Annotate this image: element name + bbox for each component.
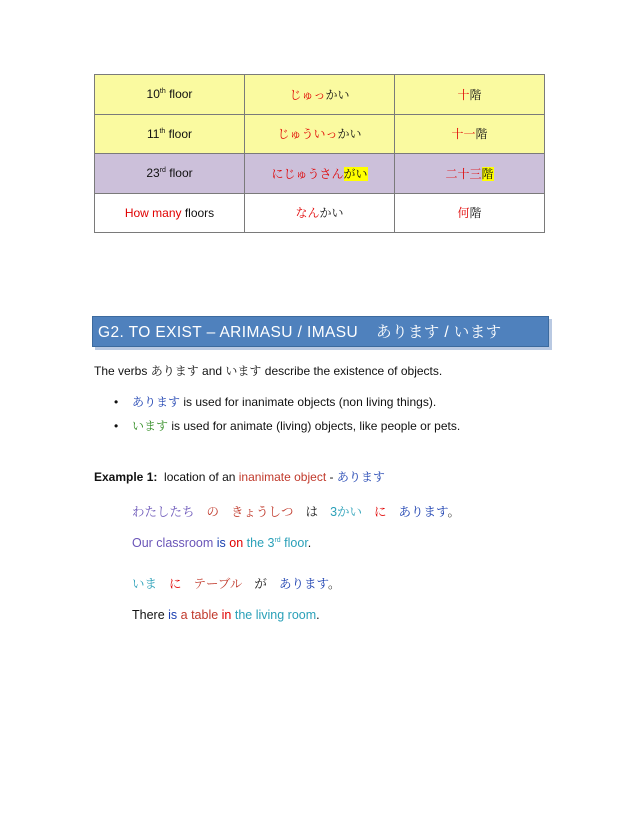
word-on: on: [229, 536, 244, 550]
kanji-cell: [395, 114, 545, 154]
kanji-cell: [395, 193, 545, 233]
kana-cell: [245, 75, 395, 115]
word-kyoushitsu: きょうしつ: [231, 505, 294, 519]
period: .: [316, 608, 320, 622]
kana-counter: がい: [343, 166, 368, 181]
kanji-cell: [395, 75, 545, 115]
japanese-sentence-1: [132, 502, 460, 520]
heading-title-jp: あります / います: [376, 324, 502, 341]
word-is: is: [164, 608, 181, 622]
phrase-the-living-room: the living room: [234, 608, 317, 622]
period: .: [307, 536, 312, 550]
floor-number: 11: [147, 126, 160, 141]
particle-ni: に: [374, 505, 387, 519]
english-cell: [95, 193, 245, 233]
word-teeburu: テーブル: [193, 577, 243, 591]
word-there: There: [132, 608, 165, 622]
example-dash: -: [326, 470, 337, 484]
english-translation-1: [132, 536, 311, 550]
kanji-number: 十: [457, 87, 470, 102]
particle-wa: は: [305, 505, 319, 519]
intro-paragraph: [94, 362, 442, 379]
english-translation-2: [132, 608, 320, 622]
verb-arimasu: あります: [278, 577, 328, 591]
usage-list: [100, 392, 460, 440]
word-in: in: [218, 608, 235, 622]
phrase-the-3: the 3: [243, 536, 275, 550]
table-row: [95, 193, 545, 233]
list-item: [100, 392, 460, 416]
floor-word: floor: [165, 87, 193, 102]
table-row: [95, 75, 545, 115]
floor-number: 23: [146, 166, 160, 181]
kanji-counter: 階: [469, 87, 482, 102]
kana-counter: かい: [319, 206, 344, 221]
floor-number: 10: [146, 87, 160, 102]
example-verb: あります: [336, 470, 385, 484]
kana-question: なん: [295, 206, 320, 221]
table-row: [95, 114, 545, 154]
word-floor: floor: [280, 536, 308, 550]
english-cell: [95, 75, 245, 115]
verb-arimasu: あります: [132, 395, 181, 409]
usage-text: is used for inanimate objects (non living things).: [180, 395, 437, 409]
bullet-icon: •: [114, 419, 119, 433]
heading-title: G2. TO EXIST – ARIMASU / IMASU: [98, 324, 359, 341]
intro-text: and: [198, 364, 226, 378]
floor-word: floor: [165, 166, 193, 181]
kana-counter: かい: [325, 87, 350, 102]
word-is: is: [213, 536, 230, 550]
kana-number: じゅっ: [289, 87, 326, 102]
english-cell: [95, 114, 245, 154]
particle-ga: が: [254, 577, 267, 591]
phrase-our-classroom: Our classroom: [132, 536, 214, 550]
section-heading: [92, 316, 549, 347]
bullet-icon: •: [114, 395, 119, 409]
word-3kai: 3かい: [330, 505, 363, 519]
verb-imasu: います: [132, 419, 169, 433]
example-object-type: inanimate object: [238, 470, 327, 484]
ordinal-suffix: rd: [159, 167, 166, 175]
kanji-counter: 階: [481, 166, 494, 181]
kanji-question: 何: [457, 206, 470, 221]
list-item: [100, 416, 460, 440]
ordinal-suffix: th: [159, 127, 166, 135]
intro-verb-imasu: います: [225, 364, 262, 378]
kana-counter: かい: [337, 127, 362, 142]
example-number: Example 1:: [94, 470, 158, 484]
intro-text: describe the existence of objects.: [261, 364, 443, 378]
floor-word: floors: [181, 205, 215, 220]
period: 。: [327, 577, 341, 591]
period: 。: [447, 505, 461, 519]
kanji-number: 十一: [451, 127, 476, 142]
ordinal-suffix: th: [159, 88, 166, 96]
verb-arimasu: あります: [398, 505, 448, 519]
particle-ni: に: [169, 577, 182, 591]
kanji-counter: 階: [469, 206, 482, 221]
kanji-number: 二十三: [445, 166, 482, 181]
kana-cell: [245, 154, 395, 194]
kanji-counter: 階: [475, 127, 488, 142]
kana-number: にじゅうさん: [271, 166, 344, 181]
particle-no: の: [206, 505, 220, 519]
kana-number: じゅういっ: [277, 127, 338, 142]
english-cell: [95, 154, 245, 194]
intro-text: The verbs: [94, 364, 151, 378]
example-label: [94, 468, 385, 485]
kanji-cell: [395, 154, 545, 194]
ordinal-suffix: rd: [274, 536, 281, 544]
kana-cell: [245, 193, 395, 233]
word-watashitachi: わたしたち: [132, 505, 195, 519]
floors-table: [94, 74, 545, 233]
usage-text: is used for animate (living) objects, like people or pets.: [168, 419, 461, 433]
floor-word: floor: [165, 126, 192, 141]
japanese-sentence-2: [132, 574, 340, 592]
how-many: How many: [124, 205, 182, 220]
table-row: [95, 154, 545, 194]
word-ima: いま: [132, 577, 158, 591]
kana-cell: [245, 114, 395, 154]
example-text: location of an: [157, 470, 239, 484]
intro-verb-arimasu: あります: [150, 364, 199, 378]
phrase-a-table: a table: [180, 608, 219, 622]
